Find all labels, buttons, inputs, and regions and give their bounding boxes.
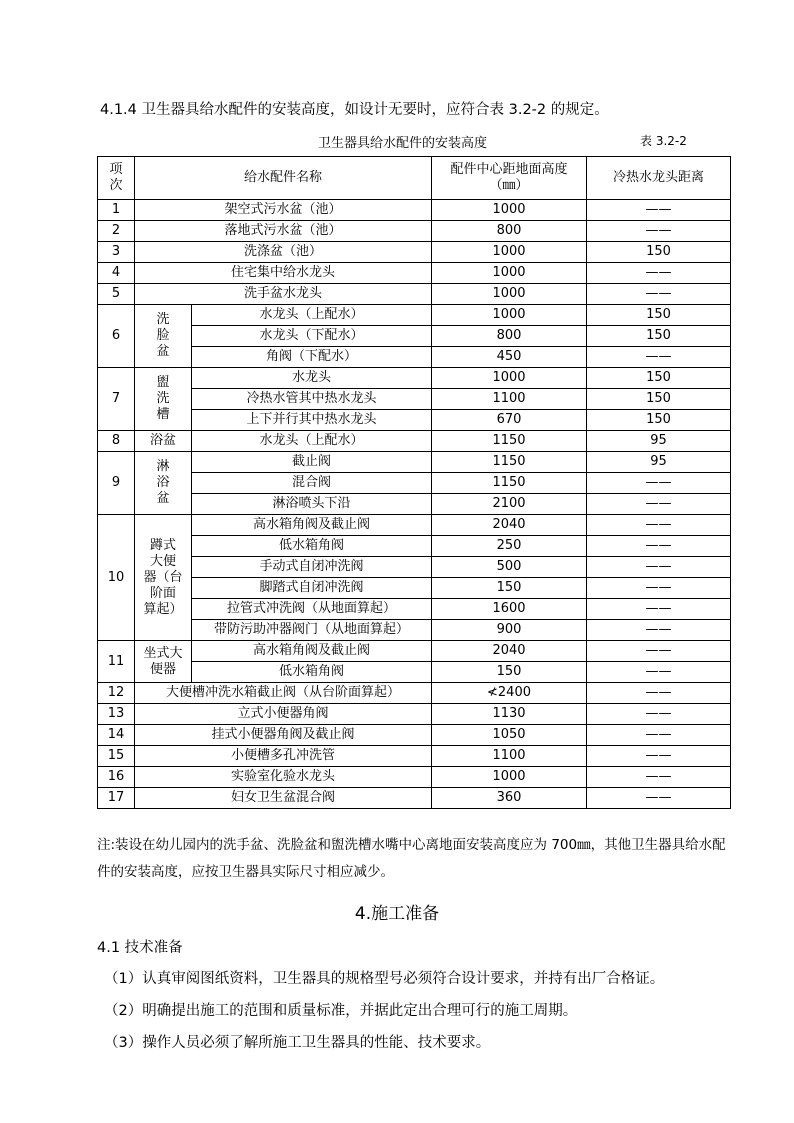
fitting-name: 大便槽冲洗水箱截止阀（从台阶面算起） (135, 683, 432, 704)
subsection-title: 4.1 技术准备 (97, 940, 183, 956)
table-row (98, 368, 731, 389)
fitting-name: 水龙头（上配水） (192, 305, 432, 326)
center-height: 150 (432, 662, 587, 683)
fitting-name: 立式小便器角阀 (135, 704, 432, 725)
tap-distance: —— (587, 788, 731, 809)
table-row (98, 221, 731, 242)
tap-distance: —— (587, 200, 731, 221)
center-height: 1000 (432, 305, 587, 326)
center-height: 900 (432, 620, 587, 641)
installation-height-table (97, 156, 731, 809)
fitting-name: 手动式自闭冲洗阀 (192, 557, 432, 578)
center-height: 450 (432, 347, 587, 368)
group-name: 盥 洗 槽 (135, 368, 192, 431)
item-no: 9 (98, 452, 135, 515)
table-row (98, 767, 731, 788)
table-row (98, 242, 731, 263)
center-height: 1150 (432, 473, 587, 494)
table-row (98, 683, 731, 704)
tap-distance: —— (587, 494, 731, 515)
fitting-name: 落地式污水盆（池） (135, 221, 432, 242)
center-height: 1000 (432, 200, 587, 221)
tap-distance: 95 (587, 431, 731, 452)
header-tap-distance: 冷热水龙头距离 (587, 157, 731, 200)
fitting-name: 上下并行其中热水龙头 (192, 410, 432, 431)
table-row (98, 662, 731, 683)
item-no: 4 (98, 263, 135, 284)
fitting-name: 水龙头（上配水） (192, 431, 432, 452)
tap-distance: 150 (587, 326, 731, 347)
center-height: 1130 (432, 704, 587, 725)
list-item: （1）认真审阅图纸资料，卫生器具的规格型号必须符合设计要求，并持有出厂合格证。 (104, 971, 665, 987)
item-no: 2 (98, 221, 135, 242)
fitting-name: 脚踏式自闭冲洗阀 (192, 578, 432, 599)
fitting-name: 住宅集中给水龙头 (135, 263, 432, 284)
table-row (98, 410, 731, 431)
fitting-name: 挂式小便器角阀及截止阀 (135, 725, 432, 746)
tap-distance: —— (587, 767, 731, 788)
tap-distance: —— (587, 746, 731, 767)
table-row (98, 788, 731, 809)
tap-distance: —— (587, 599, 731, 620)
table-row (98, 704, 731, 725)
item-no: 15 (98, 746, 135, 767)
fitting-name: 水龙头 (192, 368, 432, 389)
table-row (98, 725, 731, 746)
center-height: 1000 (432, 242, 587, 263)
table-note: 注:装设在幼儿园内的洗手盆、洗脸盆和盥洗槽水嘴中心离地面安装高度应为 700㎜，其他卫生器具给水配件的安装高度，应按卫生器具实际尺寸相应减少。 (97, 837, 726, 880)
group-name: 蹲式 大便 器（台 阶面 算起） (135, 515, 192, 641)
center-height: 1100 (432, 389, 587, 410)
center-height: 360 (432, 788, 587, 809)
fitting-name: 带防污助冲器阀门（从地面算起） (192, 620, 432, 641)
tap-distance: —— (587, 662, 731, 683)
table-row (98, 326, 731, 347)
tap-distance: —— (587, 536, 731, 557)
fitting-name: 低水箱角阀 (192, 536, 432, 557)
table-number: 表 3.2-2 (640, 134, 687, 148)
fitting-name: 小便槽多孔冲洗管 (135, 746, 432, 767)
list-item: （3）操作人员必须了解所施工卫生器具的性能、技术要求。 (104, 1035, 491, 1051)
tap-distance: 95 (587, 452, 731, 473)
table-row (98, 641, 731, 662)
fitting-name: 冷热水管其中热水龙头 (192, 389, 432, 410)
table-row (98, 746, 731, 767)
item-no: 16 (98, 767, 135, 788)
tap-distance: —— (587, 704, 731, 725)
fitting-name: 截止阀 (192, 452, 432, 473)
fitting-name: 角阀（下配水） (192, 347, 432, 368)
header-fitting-name: 给水配件名称 (135, 157, 432, 200)
fitting-name: 水龙头（下配水） (192, 326, 432, 347)
list-item: （2）明确提出施工的范围和质量标准，并据此定出合理可行的施工周期。 (104, 1003, 578, 1019)
tap-distance: 150 (587, 305, 731, 326)
tap-distance: —— (587, 221, 731, 242)
fitting-name: 低水箱角阀 (192, 662, 432, 683)
item-no: 10 (98, 515, 135, 641)
item-no: 12 (98, 683, 135, 704)
tap-distance: —— (587, 473, 731, 494)
fitting-name: 洗涤盆（池） (135, 242, 432, 263)
table-row (98, 515, 731, 536)
center-height: 1150 (432, 452, 587, 473)
tap-distance: —— (587, 284, 731, 305)
tap-distance: 150 (587, 368, 731, 389)
fitting-name: 高水箱角阀及截止阀 (192, 641, 432, 662)
tap-distance: —— (587, 725, 731, 746)
center-height: 150 (432, 578, 587, 599)
fitting-name: 淋浴喷头下沿 (192, 494, 432, 515)
table-row (98, 473, 731, 494)
item-no: 5 (98, 284, 135, 305)
table-row (98, 536, 731, 557)
table-header-row (98, 157, 731, 200)
center-height: 1000 (432, 368, 587, 389)
table-row (98, 284, 731, 305)
item-no: 1 (98, 200, 135, 221)
tap-distance: —— (587, 557, 731, 578)
table-caption: 卫生器具给水配件的安装高度 (318, 136, 488, 151)
table-row (98, 578, 731, 599)
item-no: 3 (98, 242, 135, 263)
group-name: 淋 浴 盆 (135, 452, 192, 515)
item-no: 8 (98, 431, 135, 452)
fitting-name: 混合阀 (192, 473, 432, 494)
center-height: 2040 (432, 515, 587, 536)
fitting-name: 洗手盆水龙头 (135, 284, 432, 305)
tap-distance: 150 (587, 389, 731, 410)
center-height: 1600 (432, 599, 587, 620)
item-no: 7 (98, 368, 135, 431)
fitting-name: 拉管式冲洗阀（从地面算起） (192, 599, 432, 620)
group-name: 浴盆 (135, 431, 192, 452)
table-row (98, 494, 731, 515)
tap-distance: —— (587, 263, 731, 284)
table-row (98, 620, 731, 641)
tap-distance: —— (587, 578, 731, 599)
center-height: 1100 (432, 746, 587, 767)
group-name: 坐式大 便器 (135, 641, 192, 683)
tap-distance: —— (587, 347, 731, 368)
group-name: 洗 脸 盆 (135, 305, 192, 368)
header-center-height: 配件中心距地面高度 （㎜） (432, 157, 587, 200)
tap-distance: 150 (587, 410, 731, 431)
center-height: 800 (432, 221, 587, 242)
tap-distance: —— (587, 620, 731, 641)
section-title: 4.施工准备 (354, 904, 440, 924)
fitting-name: 实验室化验水龙头 (135, 767, 432, 788)
table-row (98, 431, 731, 452)
table-row (98, 200, 731, 221)
center-height: 1000 (432, 284, 587, 305)
center-height: 1150 (432, 431, 587, 452)
item-no: 6 (98, 305, 135, 368)
center-height: 670 (432, 410, 587, 431)
center-height: 2040 (432, 641, 587, 662)
center-height: 800 (432, 326, 587, 347)
fitting-name: 高水箱角阀及截止阀 (192, 515, 432, 536)
table-row (98, 599, 731, 620)
fitting-name: 妇女卫生盆混合阀 (135, 788, 432, 809)
center-height: 250 (432, 536, 587, 557)
center-height: 1000 (432, 767, 587, 788)
tap-distance: —— (587, 683, 731, 704)
center-height: 500 (432, 557, 587, 578)
item-no: 14 (98, 725, 135, 746)
clause-4-1-4: 4.1.4 卫生器具给水配件的安装高度，如设计无要时，应符合表 3.2-2 的规定。 (100, 102, 609, 118)
tap-distance: —— (587, 515, 731, 536)
table-row (98, 389, 731, 410)
table-row (98, 452, 731, 473)
item-no: 17 (98, 788, 135, 809)
table-row (98, 347, 731, 368)
center-height: 1000 (432, 263, 587, 284)
item-no: 11 (98, 641, 135, 683)
center-height: ≮2400 (432, 683, 587, 704)
table-row (98, 557, 731, 578)
table-row (98, 305, 731, 326)
item-no: 13 (98, 704, 135, 725)
center-height: 1050 (432, 725, 587, 746)
header-item-no: 项 次 (98, 157, 135, 200)
table-row (98, 263, 731, 284)
tap-distance: 150 (587, 242, 731, 263)
fitting-name: 架空式污水盆（池） (135, 200, 432, 221)
tap-distance: —— (587, 641, 731, 662)
center-height: 2100 (432, 494, 587, 515)
